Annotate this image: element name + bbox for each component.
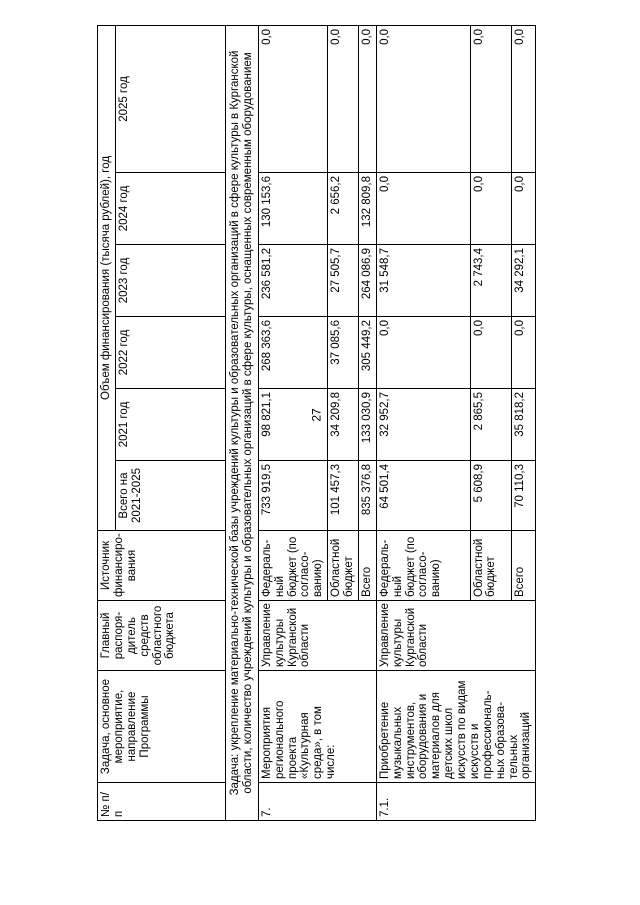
- page-number: 27: [309, 408, 324, 422]
- cell-2022: 0,0: [512, 317, 536, 389]
- cell-2022: 0,0: [470, 317, 512, 389]
- cell-2024: 2 656,2: [328, 173, 359, 245]
- cell-2021: 98 821,1: [258, 389, 327, 461]
- item-task: Мероприятия регионального проекта «Культурная среда», в том числе:: [258, 671, 376, 783]
- row-source: Федераль-ный бюджет (по согласо-ванию): [376, 531, 470, 601]
- row-source: Областной бюджет: [328, 531, 359, 601]
- item-num: 7.1.: [376, 783, 536, 821]
- header-admin: Главный распоря-дитель средств областного бюджета: [98, 601, 226, 671]
- cell-total: 733 919,5: [258, 461, 327, 531]
- header-year-2025: 2025 год: [116, 25, 226, 172]
- header-source: Источник финансиро-вания: [98, 531, 226, 601]
- cell-2025: 0,0: [470, 25, 512, 172]
- header-task: Задача, основное мероприятие, направление Программы: [98, 671, 226, 783]
- item-admin: Управление культуры Курганской области: [376, 601, 536, 671]
- row-source: Всего: [512, 531, 536, 601]
- item-num: 7.: [258, 783, 376, 821]
- cell-2021: 35 818,2: [512, 389, 536, 461]
- row-source: Областной бюджет: [470, 531, 512, 601]
- budget-table-sheet: [97, 26, 533, 821]
- cell-total: 5 608,9: [470, 461, 512, 531]
- section-title: Задача: укрепление материально-технической базы учреждений культуры и образовательных организаций в сфере культуры в Курганской области, количество учреждений культуры и образовательных организаций в сфере культуры, оснащенных современным оборудованием: [226, 25, 259, 820]
- budget-table: [97, 25, 536, 821]
- cell-2025: 0,0: [358, 25, 376, 172]
- row-source: Всего: [358, 531, 376, 601]
- header-year-2023: 2023 год: [116, 245, 226, 317]
- cell-2021: 32 952,7: [376, 389, 470, 461]
- header-funding: Объем финансирования (тысяча рублей), год: [98, 25, 116, 530]
- cell-2024: 130 153,6: [258, 173, 327, 245]
- cell-2024: 0,0: [376, 173, 470, 245]
- header-year-2022: 2022 год: [116, 317, 226, 389]
- cell-2025: 0,0: [512, 25, 536, 172]
- row-source: Федераль-ный бюджет (по согласо-ванию): [258, 531, 327, 601]
- cell-2023: 31 548,7: [376, 245, 470, 317]
- cell-2022: 37 085,6: [328, 317, 359, 389]
- cell-2023: 34 292,1: [512, 245, 536, 317]
- cell-2024: 132 809,8: [358, 173, 376, 245]
- cell-2022: 268 363,6: [258, 317, 327, 389]
- cell-2022: 0,0: [376, 317, 470, 389]
- cell-2023: 264 086,9: [358, 245, 376, 317]
- table-row: [376, 25, 470, 820]
- cell-total: 70 110,3: [512, 461, 536, 531]
- table-row: [258, 25, 327, 820]
- cell-2025: 0,0: [258, 25, 327, 172]
- header-year-2021: 2021 год: [116, 389, 226, 461]
- cell-2023: 27 505,7: [328, 245, 359, 317]
- cell-2021: 133 030,9: [358, 389, 376, 461]
- item-task: Приобретение музыкальных инструментов, оборудования и материалов для детских школ искусств по видам искусств и профессиональ-ных образова-тельных организаций: [376, 671, 536, 783]
- cell-2025: 0,0: [376, 25, 470, 172]
- item-admin: Управление культуры Курганской области: [258, 601, 376, 671]
- cell-2021: 2 865,5: [470, 389, 512, 461]
- cell-total: 101 457,3: [328, 461, 359, 531]
- header-year-2024: 2024 год: [116, 173, 226, 245]
- cell-2024: 0,0: [470, 173, 512, 245]
- cell-2025: 0,0: [328, 25, 359, 172]
- cell-2023: 2 743,4: [470, 245, 512, 317]
- header-num: № п/п: [98, 783, 226, 821]
- header-total: Всего на 2021-2025: [116, 461, 226, 531]
- cell-2022: 305 449,2: [358, 317, 376, 389]
- cell-total: 835 376,8: [358, 461, 376, 531]
- cell-2023: 236 581,2: [258, 245, 327, 317]
- cell-total: 64 501,4: [376, 461, 470, 531]
- cell-2021: 34 209,8: [328, 389, 359, 461]
- cell-2024: 0,0: [512, 173, 536, 245]
